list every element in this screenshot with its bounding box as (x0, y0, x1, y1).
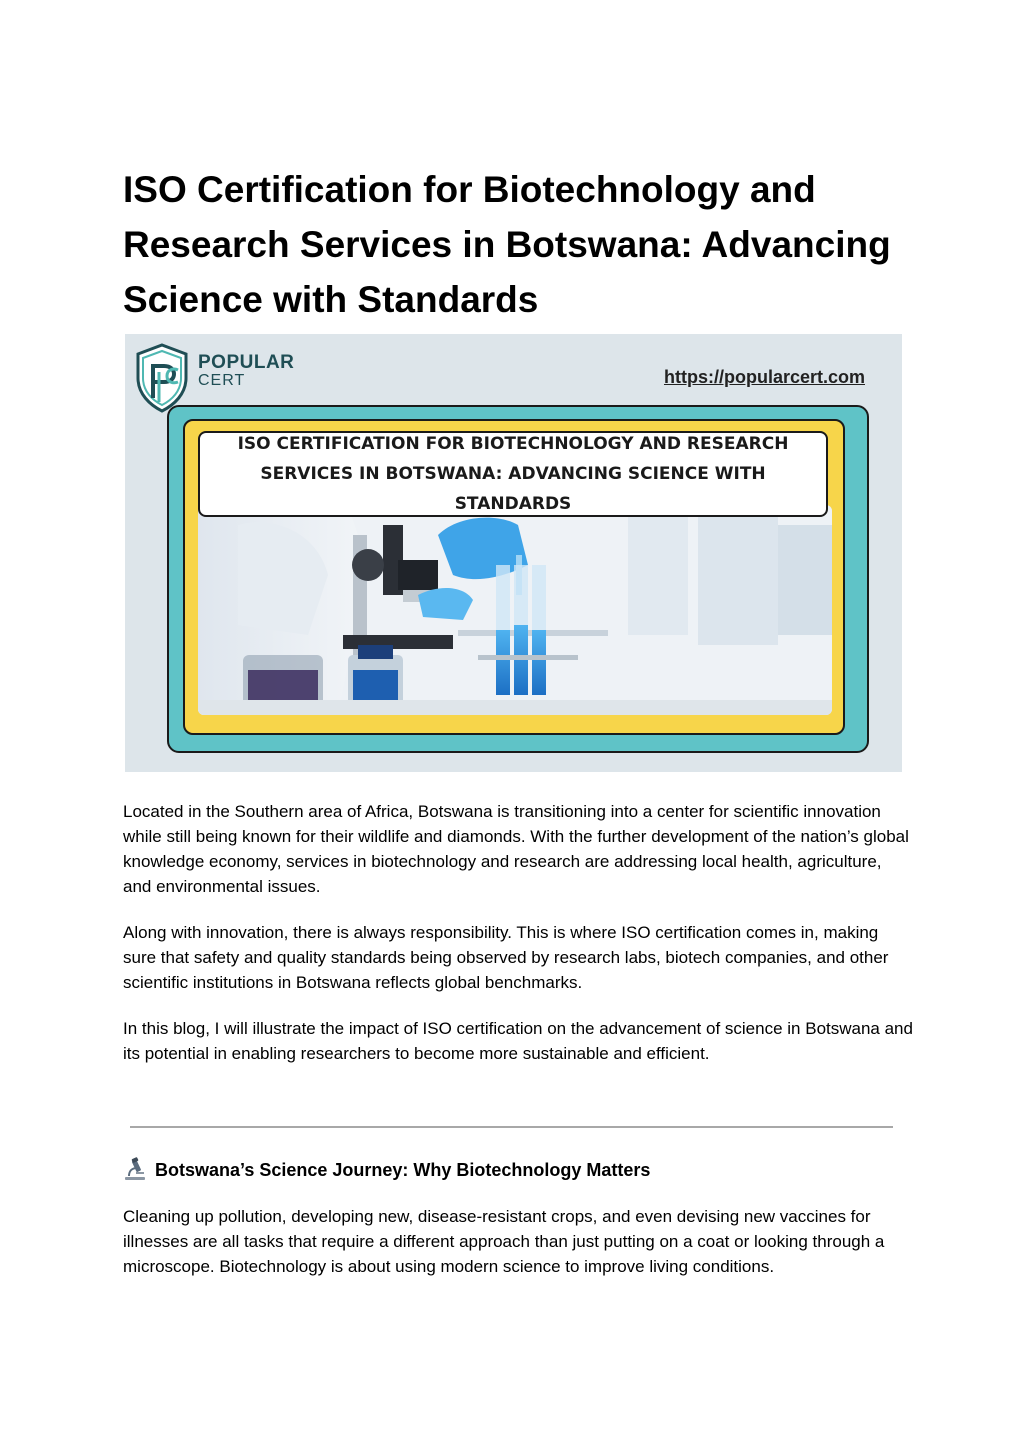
section-heading-text: Botswana’s Science Journey: Why Biotechnology Matters (155, 1160, 651, 1180)
page-title: ISO Certification for Biotechnology and Research Services in Botswana: Advancing Science with Standards (123, 169, 891, 320)
logo-wordmark-line2: CERT (198, 372, 246, 389)
intro-paragraph-1: Located in the Southern area of Africa, Botswana is transitioning into a center for scientific innovation while still being known for their wildlife and diamonds. With the further development of the nation’s global knowledge economy, services in biotechnology and research are addressing local health, agriculture, and environmental issues. (123, 802, 909, 896)
laboratory-illustration (198, 505, 832, 715)
section-heading (123, 1157, 913, 1183)
intro-paragraph-2: Along with innovation, there is always responsibility. This is where ISO certification comes in, making sure that safety and quality standards being observed by research labs, biotech companies, and other scientific institutions in Botswana reflects global benchmarks. (123, 923, 889, 992)
section-divider (130, 1126, 893, 1128)
hero-url: https://popularcert.com (663, 367, 865, 387)
section-paragraph: Cleaning up pollution, developing new, disease-resistant crops, and even devising new vaccines for illnesses are all tasks that require a different approach than just putting on a coat or looking through a microscope. Biotechnology is about using modern science to improve living conditions. (123, 1207, 885, 1276)
hero-frame-outer (167, 405, 869, 753)
hero-banner-title: ISO CERTIFICATION FOR BIOTECHNOLOGY AND RESEARCH SERVICES IN BOTSWANA: ADVANCING SCIENCE WITH STANDARDS (198, 431, 828, 517)
microscope-icon (123, 1157, 149, 1181)
popularcert-logo (134, 342, 294, 414)
logo-wordmark-line1: POPULAR (198, 352, 295, 373)
shield-icon (134, 342, 190, 414)
hero-image (125, 334, 902, 772)
lab-photo (198, 505, 832, 715)
hero-frame-inner (183, 419, 845, 735)
intro-paragraph-3: In this blog, I will illustrate the impact of ISO certification on the advancement of science in Botswana and its potential in enabling researchers to become more sustainable and efficient. (123, 1019, 913, 1063)
